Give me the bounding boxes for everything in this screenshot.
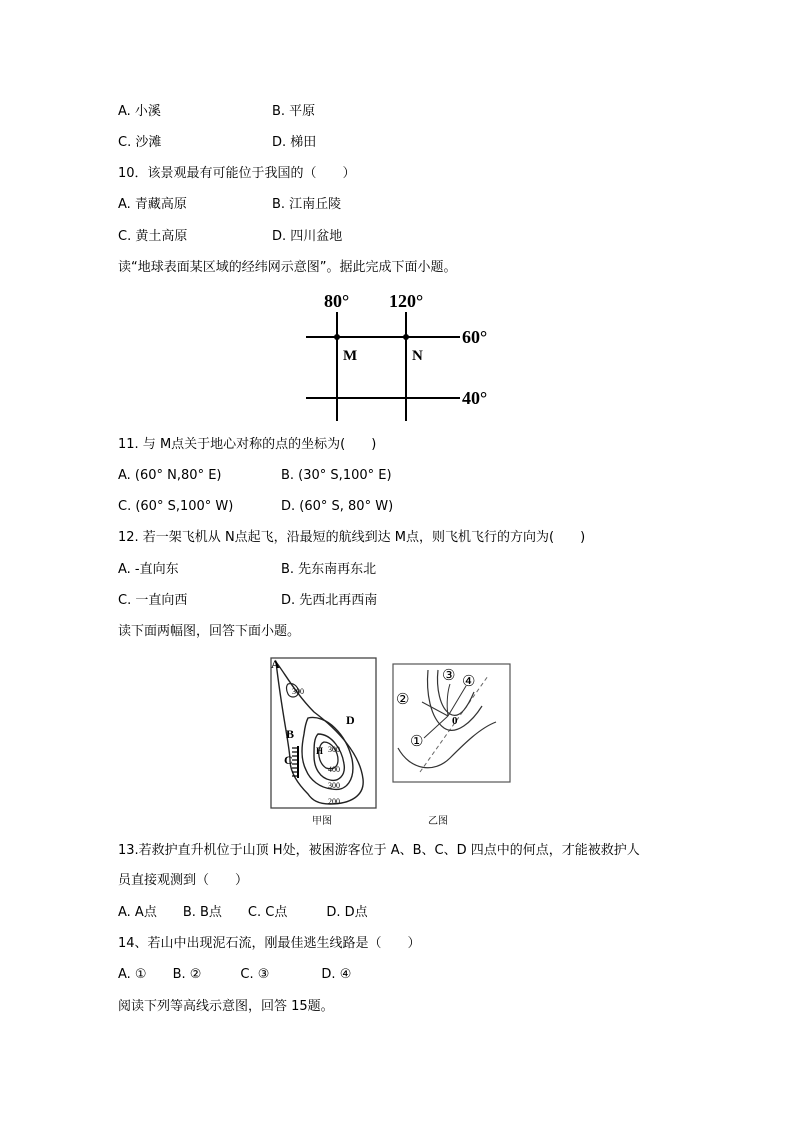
map-jia-summit-h: H <box>316 746 324 756</box>
route-center-point: 0 <box>452 715 458 727</box>
route-3-label: ③ <box>442 668 456 684</box>
point-n-dot <box>403 334 409 340</box>
q11-option-c: C. (60° S,100° W) <box>118 499 234 514</box>
q15-intro: 阅读下列等高线示意图，回答 15题。 <box>118 999 334 1014</box>
q11-option-a: A. (60° N,80° E) <box>118 468 222 483</box>
q14-options: A. ① B. ② C. ③ D. ④ <box>118 967 352 982</box>
q12-option-c: C. 一直向西 <box>118 593 188 608</box>
contour-label-300-lower: 300 <box>328 781 340 790</box>
map-jia-point-c: C <box>284 753 293 767</box>
map-jia-caption: 甲图 <box>312 816 332 827</box>
lon-80-label: 80° <box>324 291 350 311</box>
lon-120-label: 120° <box>389 291 424 311</box>
q10-stem: 10．该景观最有可能位于我国的（ ） <box>118 166 356 181</box>
contour-label-200: 200 <box>328 797 340 806</box>
map-jia-point-d: D <box>346 713 355 727</box>
q12-stem: 12. 若一架飞机从 N点起飞，沿最短的航线到达 M点，则飞机飞行的方向为( ) <box>118 530 586 545</box>
q9-option-b: B. 平原 <box>272 104 316 119</box>
q10-option-b: B. 江南丘陵 <box>272 197 342 212</box>
q10-option-a: A. 青藏高原 <box>118 197 187 212</box>
q13-stem-line-1: 13.若救护直升机位于山顶 H处，被困游客位于 A、B、C、D 四点中的何点，才能被救护人 <box>118 843 640 858</box>
q10-option-d: D. 四川盆地 <box>272 229 343 244</box>
map-yi-caption: 乙图 <box>428 816 448 827</box>
q9-option-c: C. 沙滩 <box>118 135 162 150</box>
q11-option-b: B. (30° S,100° E) <box>281 468 392 483</box>
lat-60-label: 60° <box>462 327 488 347</box>
route-1-label: ① <box>410 734 424 750</box>
route-map-yi <box>390 662 515 828</box>
grid-intro: 读“地球表面某区域的经纬网示意图”。据此完成下面小题。 <box>118 260 457 275</box>
q11-option-d: D. (60° S, 80° W) <box>281 499 394 514</box>
q12-option-d: D. 先西北再西南 <box>281 593 378 608</box>
q13-stem-line-2: 员直接观测到（ ） <box>118 873 249 888</box>
q14-stem: 14、若山中出现泥石流，刚最佳逃生线路是（ ） <box>118 936 421 951</box>
contour-map-jia <box>268 654 380 828</box>
lat-40-label: 40° <box>462 388 488 408</box>
point-m-label: M <box>343 348 358 364</box>
map-jia-point-b: B <box>286 727 295 741</box>
maps-intro: 读下面两幅图，回答下面小题。 <box>118 624 301 639</box>
point-m-dot <box>334 334 340 340</box>
route-2-label: ② <box>396 692 410 708</box>
contour-label-400: 400 <box>328 765 340 774</box>
q11-stem: 11. 与 M点关于地心对称的点的坐标为( ) <box>118 437 377 452</box>
contour-label-300-inner: 300 <box>328 745 340 754</box>
q10-option-c: C. 黄土高原 <box>118 229 188 244</box>
lat-lon-grid-figure <box>300 288 510 423</box>
q12-option-b: B. 先东南再东北 <box>281 562 377 577</box>
map-jia-point-a: A <box>271 657 280 671</box>
q9-option-a: A. 小溪 <box>118 104 161 119</box>
point-n-label: N <box>412 348 423 364</box>
route-4-label: ④ <box>462 674 476 690</box>
contour-label-300-top: 300 <box>292 687 304 696</box>
q9-option-d: D. 梯田 <box>272 135 317 150</box>
q13-options: A. A点 B. B点 C. C点 D. D点 <box>118 905 368 920</box>
q12-option-a: A. -直向东 <box>118 562 179 577</box>
